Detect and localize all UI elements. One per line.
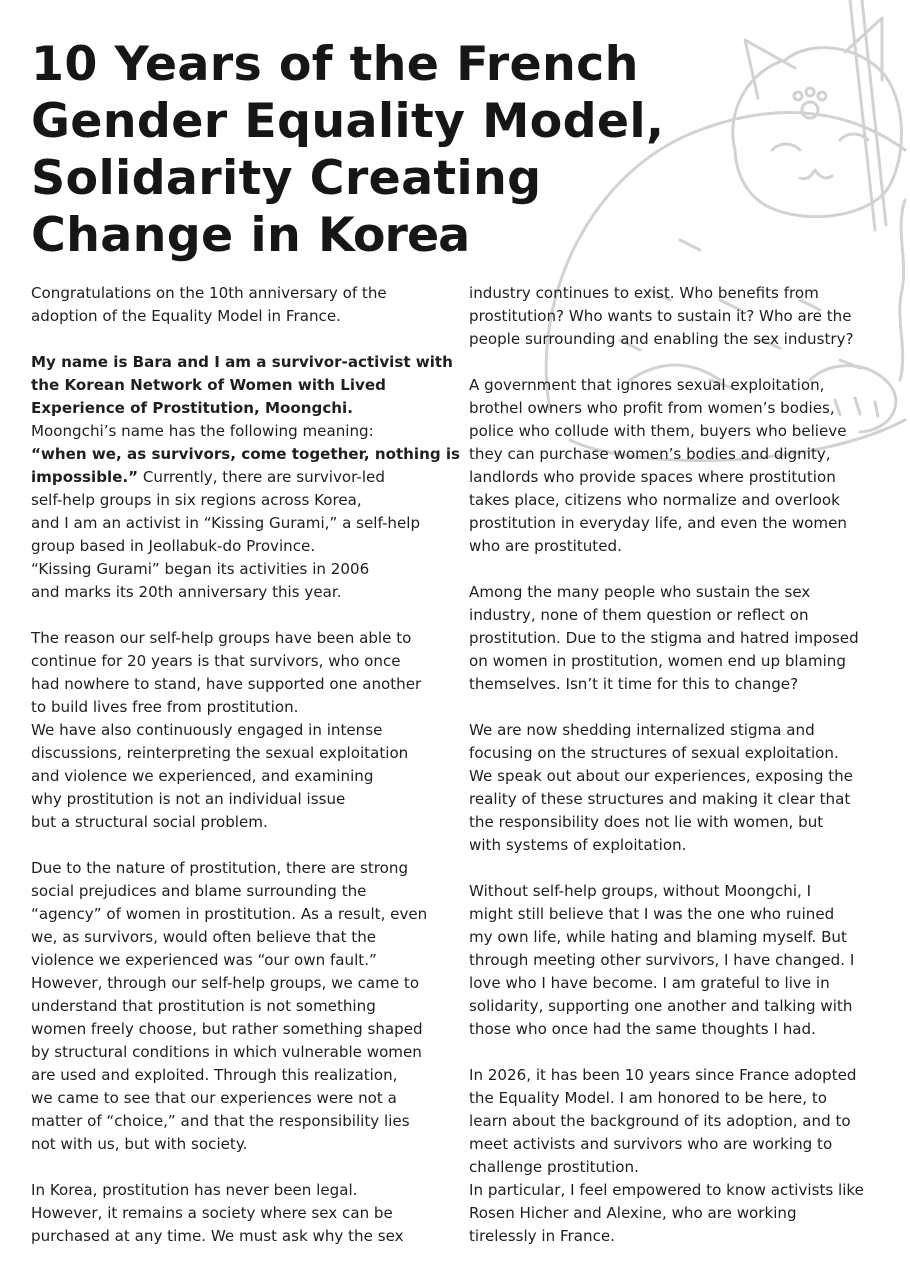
text-line: takes place, citizens who normalize and overlook (469, 491, 840, 509)
title-line-2: Gender Equality Model, (31, 94, 665, 149)
text-line-bold: My name is Bara and I am a survivor-activist with (31, 353, 453, 371)
text-line: had nowhere to stand, have supported one another (31, 675, 422, 693)
right-column (469, 282, 894, 1248)
paragraph-shedding-stigma (469, 719, 894, 857)
text-line: themselves. Isn’t it time for this to change? (469, 675, 799, 693)
paragraph-self-help-groups (31, 627, 451, 834)
text-line: industry, none of them question or reflect on (469, 606, 809, 624)
title-line-4 (31, 207, 831, 264)
text-line: prostitution? Who wants to sustain it? Who are the (469, 307, 852, 325)
title-line-3: Solidarity Creating (31, 151, 542, 206)
quote-end-bold: impossible.” (31, 468, 139, 486)
text-line: police who collude with them, buyers who believe (469, 422, 847, 440)
text-line: and violence we experienced, and examining (31, 767, 374, 785)
text-line: and I am an activist in “Kissing Gurami,” a self-help (31, 514, 421, 532)
text-line: to build lives free from prostitution. (31, 698, 299, 716)
text-line: In particular, I feel empowered to know activists like (469, 1181, 864, 1199)
text-line: In 2026, it has been 10 years since France adopted (469, 1066, 857, 1084)
text-line: group based in Jeollabuk-do Province. (31, 537, 316, 555)
text-line: reality of these structures and making it clear that (469, 790, 851, 808)
text-line: we, as survivors, would often believe that the (31, 928, 377, 946)
text-line: discussions, reinterpreting the sexual exploitation (31, 744, 409, 762)
paragraph-stigma (469, 581, 894, 696)
title-line-1: 10 Years of the French (31, 37, 639, 92)
text-line: purchased at any time. We must ask why the sex (31, 1227, 404, 1245)
title-line-4-prefix: Change in (31, 208, 318, 263)
text-line: matter of “choice,” and that the responsibility lies (31, 1112, 410, 1130)
article-title (31, 36, 831, 264)
text-line: Due to the nature of prostitution, there are strong (31, 859, 409, 877)
text-line: The reason our self-help groups have been able to (31, 629, 412, 647)
paragraph-introduction (31, 351, 461, 604)
text-line: “Kissing Gurami” began its activities in 2006 (31, 560, 370, 578)
text-line: continue for 20 years is that survivors, who once (31, 652, 401, 670)
text-line: Congratulations on the 10th anniversary of the (31, 284, 387, 302)
text-line: Moongchi’s name has the following meaning: (31, 422, 374, 440)
text-line: landlords who provide spaces where prostitution (469, 468, 836, 486)
text-line: learn about the background of its adoption, and to (469, 1112, 851, 1130)
text-line: the Equality Model. I am honored to be here, to (469, 1089, 827, 1107)
paragraph-without-self-help (469, 880, 894, 1041)
paragraph-enablers (469, 374, 894, 558)
text-line: Rosen Hicher and Alexine, who are working (469, 1204, 797, 1222)
text-line: they can purchase women’s bodies and dignity, (469, 445, 831, 463)
text-line: we came to see that our experiences were not a (31, 1089, 397, 1107)
text-line: “agency” of women in prostitution. As a result, even (31, 905, 428, 923)
paragraph-korea (31, 1179, 451, 1248)
text-line: but a structural social problem. (31, 813, 268, 831)
text-line (31, 466, 451, 489)
text-line: prostitution in everyday life, and even the women (469, 514, 847, 532)
text-line: understand that prostitution is not something (31, 997, 376, 1015)
text-line: those who once had the same thoughts I had. (469, 1020, 816, 1038)
text-line: solidarity, supporting one another and talking with (469, 997, 853, 1015)
text-line: self-help groups in six regions across Korea, (31, 491, 362, 509)
text-line: industry continues to exist. Who benefits from (469, 284, 819, 302)
text-line: through meeting other survivors, I have changed. I (469, 951, 855, 969)
text-line: violence we experienced was “our own fault.” (31, 951, 377, 969)
text-line: A government that ignores sexual exploitation, (469, 376, 825, 394)
text-line: brothel owners who profit from women’s bodies, (469, 399, 835, 417)
text-line: are used and exploited. Through this realization, (31, 1066, 398, 1084)
text-line: my own life, while hating and blaming myself. But (469, 928, 847, 946)
text-line-bold: Experience of Prostitution, Moongchi. (31, 399, 353, 417)
text-line: tirelessly in France. (469, 1227, 615, 1245)
text-line: We are now shedding internalized stigma and (469, 721, 815, 739)
text-line: who are prostituted. (469, 537, 622, 555)
text-line: focusing on the structures of sexual exploitation. (469, 744, 839, 762)
text-line: Among the many people who sustain the sex (469, 583, 811, 601)
text-line: Without self-help groups, without Moongchi, I (469, 882, 812, 900)
text-line: challenge prostitution. (469, 1158, 639, 1176)
text-line: adoption of the Equality Model in France. (31, 307, 341, 325)
text-line: love who I have become. I am grateful to live in (469, 974, 830, 992)
text-line: meet activists and survivors who are working to (469, 1135, 833, 1153)
text-line: by structural conditions in which vulnerable women (31, 1043, 422, 1061)
text-line: social prejudices and blame surrounding the (31, 882, 367, 900)
text-line: on women in prostitution, women end up blaming (469, 652, 846, 670)
paragraph-2026 (469, 1064, 894, 1248)
text-line: In Korea, prostitution has never been legal. (31, 1181, 358, 1199)
text-line: might still believe that I was the one who ruined (469, 905, 835, 923)
quote-continuation: Currently, there are survivor-led (138, 468, 385, 486)
text-line: not with us, but with society. (31, 1135, 248, 1153)
text-line: with systems of exploitation. (469, 836, 687, 854)
text-line: However, it remains a society where sex can be (31, 1204, 393, 1222)
paragraph-agency (31, 857, 451, 1156)
title-emphasis-korea: Korea (317, 208, 470, 263)
paragraph-congratulations (31, 282, 451, 328)
text-line: people surrounding and enabling the sex industry? (469, 330, 854, 348)
paragraph-who-benefits (469, 282, 894, 351)
text-line: and marks its 20th anniversary this year. (31, 583, 342, 601)
text-line: We speak out about our experiences, exposing the (469, 767, 853, 785)
text-line: prostitution. Due to the stigma and hatred imposed (469, 629, 859, 647)
text-line-bold: the Korean Network of Women with Lived (31, 376, 386, 394)
text-line: the responsibility does not lie with women, but (469, 813, 824, 831)
text-line: However, through our self-help groups, we came to (31, 974, 420, 992)
text-line: why prostitution is not an individual issue (31, 790, 346, 808)
left-column (31, 282, 461, 1248)
text-line-bold: “when we, as survivors, come together, nothing is (31, 445, 461, 463)
text-line: We have also continuously engaged in intense (31, 721, 383, 739)
text-line: women freely choose, but rather something shaped (31, 1020, 423, 1038)
